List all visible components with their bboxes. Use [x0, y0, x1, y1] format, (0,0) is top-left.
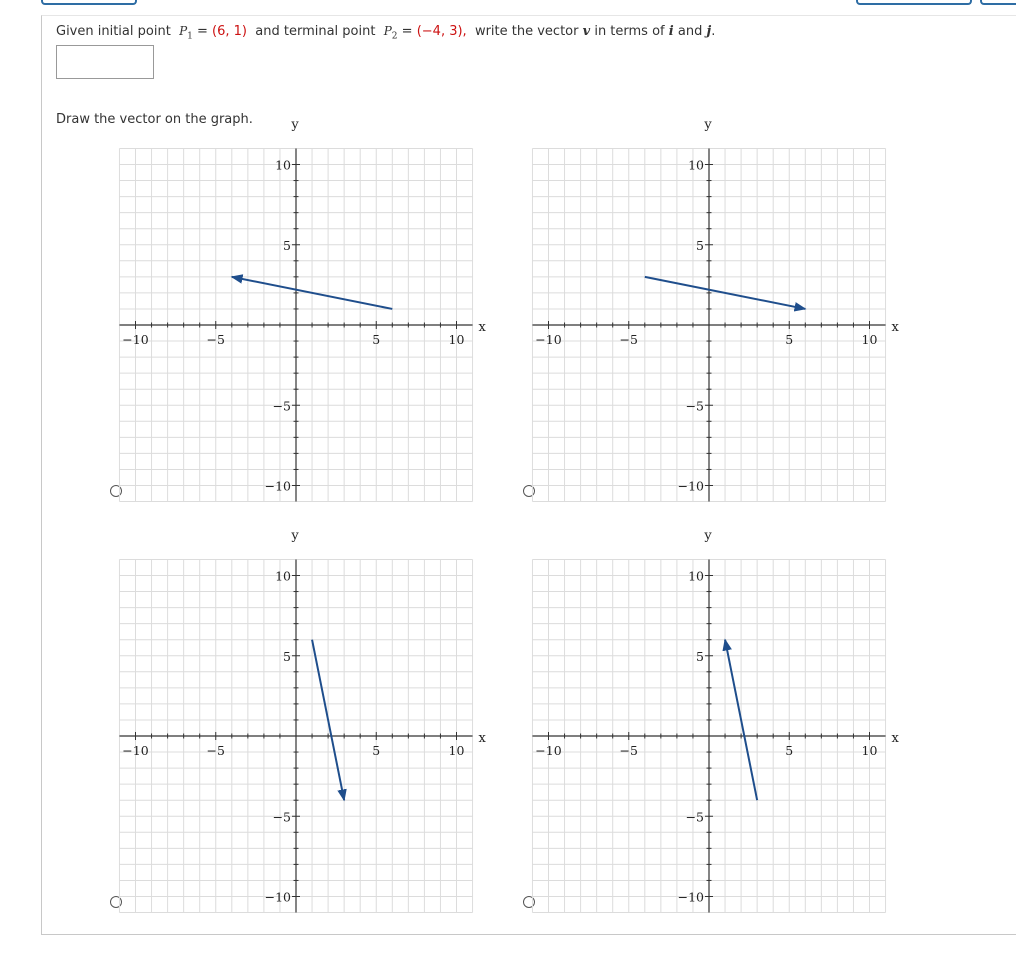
x-tick-label: −5	[206, 332, 225, 347]
y-tick-label: −5	[685, 809, 704, 825]
p1-value: (6, 1)	[212, 24, 247, 39]
option-c-graph	[119, 528, 486, 912]
x-axis-label: x	[891, 320, 899, 335]
y-tick-label: 5	[696, 237, 704, 253]
option-d-graph	[532, 528, 899, 912]
x-tick-label: −10	[122, 332, 149, 347]
y-tick-label: −5	[272, 809, 291, 825]
unit-i: i	[668, 24, 674, 39]
y-axis-label: y	[291, 117, 299, 133]
x-tick-label: 10	[448, 743, 465, 758]
y-tick-label: 10	[688, 568, 704, 584]
vector-v: v	[582, 24, 591, 39]
x-tick-label: 5	[372, 332, 381, 347]
x-axis-label: x	[478, 731, 486, 746]
y-tick-label: 5	[283, 648, 291, 664]
option-a-graph	[119, 117, 486, 501]
x-tick-label: −5	[206, 743, 225, 758]
option-b-graph	[532, 117, 899, 501]
x-tick-label: 10	[861, 332, 878, 347]
x-tick-label: −5	[619, 743, 638, 758]
p1-symbol: $P_1$	[179, 24, 193, 42]
instruction-text: Draw the vector on the graph.	[56, 112, 253, 127]
x-tick-label: 10	[861, 743, 878, 758]
p2-symbol: $P_2$	[383, 24, 398, 42]
y-tick-label: 5	[696, 648, 704, 664]
x-tick-label: −5	[619, 332, 638, 347]
x-axis-label: x	[478, 320, 486, 335]
p2-value: (−4, 3),	[416, 24, 467, 39]
unit-j: j	[706, 24, 712, 39]
y-axis-label: y	[291, 528, 299, 544]
x-tick-label: −10	[122, 743, 149, 758]
y-axis-label: y	[704, 117, 712, 133]
x-axis-label: x	[891, 731, 899, 746]
y-axis-label: y	[704, 528, 712, 544]
y-tick-label: −10	[677, 889, 704, 905]
y-tick-label: 5	[283, 237, 291, 253]
y-tick-label: 10	[688, 157, 704, 173]
x-tick-label: −10	[535, 743, 562, 758]
x-tick-label: 5	[785, 743, 794, 758]
y-tick-label: −5	[272, 398, 291, 414]
y-tick-label: 10	[275, 157, 291, 173]
question-text: Given initial point $P_1 = (6$, 1) and terminal point $P_2 = (-4$, 3), write the vector v in terms of i and j.	[56, 24, 716, 42]
y-tick-label: −10	[264, 889, 291, 905]
y-tick-label: −10	[677, 478, 704, 494]
y-tick-label: −10	[264, 478, 291, 494]
y-tick-label: −5	[685, 398, 704, 414]
x-tick-label: 10	[448, 332, 465, 347]
x-tick-label: 5	[372, 743, 381, 758]
x-tick-label: −10	[535, 332, 562, 347]
y-tick-label: 10	[275, 568, 291, 584]
x-tick-label: 5	[785, 332, 794, 347]
